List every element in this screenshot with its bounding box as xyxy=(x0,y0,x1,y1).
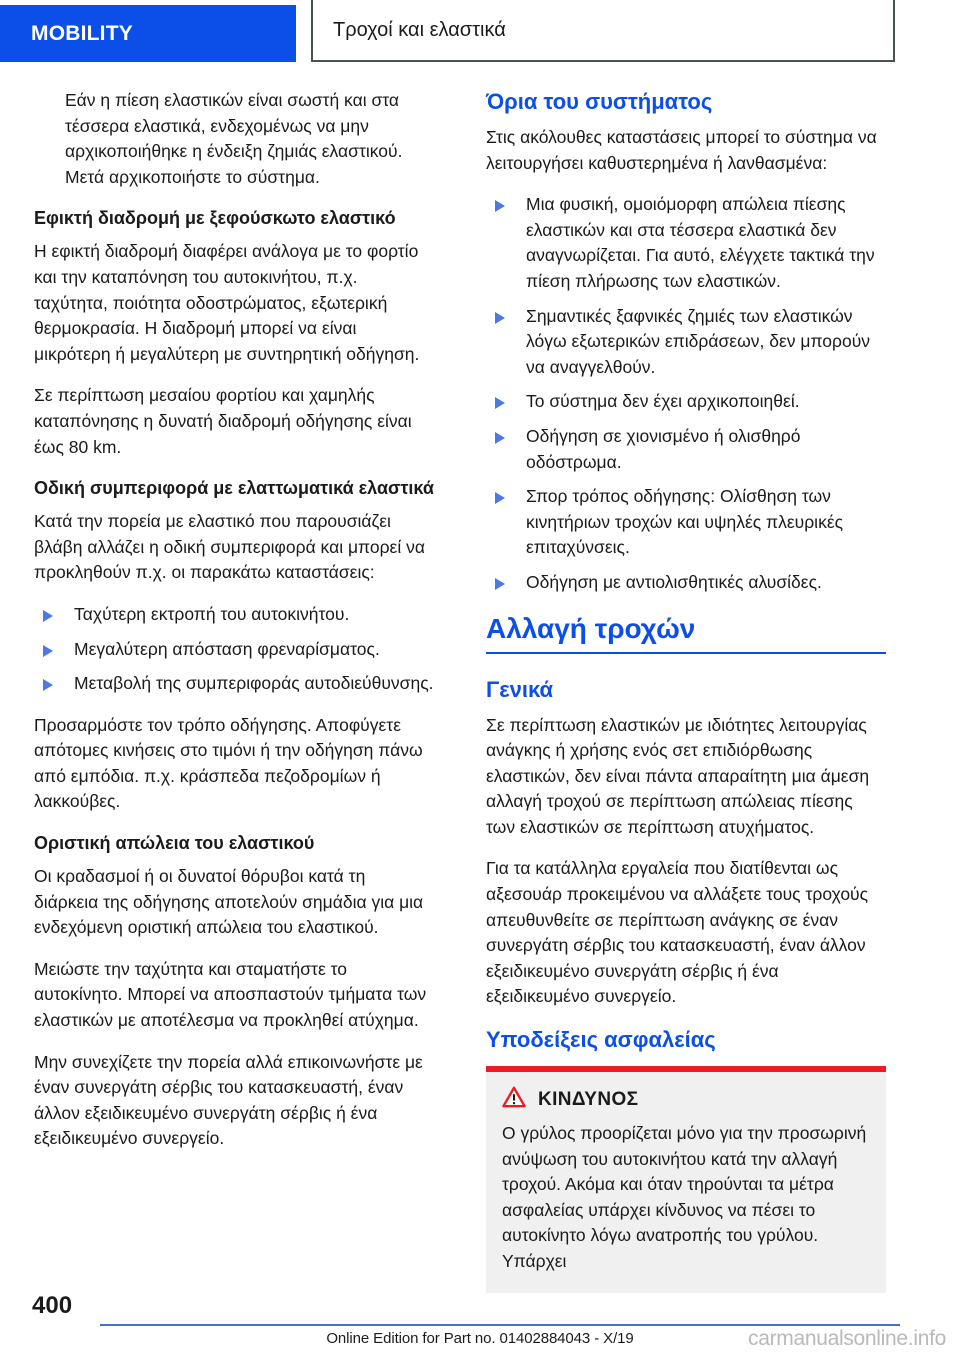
list-item xyxy=(486,389,886,415)
list-item-label: Μεταβολή της συμπεριφοράς αυτοδιεύθυνσης. xyxy=(74,673,434,694)
danger-warning-box xyxy=(486,1066,886,1293)
list-item xyxy=(34,602,434,628)
behaviour-bullet-list xyxy=(34,602,434,697)
list-item xyxy=(34,671,434,697)
list-item-label: Μια φυσική, ομοιόμορφη απώλεια πίεσης ελαστικών και στα τέσσερα ελαστικά δεν αναγνωρίζεται. Για αυτό, ελέγχετε τακτικά την πίεση πλήρωσης των ελαστικών. xyxy=(526,194,875,291)
limits-paragraph: Στις ακόλουθες καταστάσεις μπορεί το σύστημα να λειτουργήσει καθυστερημένα ή λανθασμένα: xyxy=(486,127,877,173)
warning-title: ΚΙΝΔΥΝΟΣ xyxy=(538,1089,639,1111)
triangle-bullet-icon xyxy=(43,679,53,691)
warning-header xyxy=(502,1086,870,1113)
page-footer xyxy=(0,1280,960,1362)
list-item-label: Ταχύτερη εκτροπή του αυτοκινήτου. xyxy=(74,603,350,624)
heading-general: Γενικά xyxy=(486,676,554,702)
list-item xyxy=(486,304,886,381)
triangle-bullet-icon xyxy=(495,432,505,444)
general-paragraph-2: Για τα κατάλληλα εργαλεία που διατίθενται ως αξεσουάρ προκειμένου να αλλάξετε τους τροχούς απευθυνθείτε σε περίπτωση ανάγκης σε έναν συνεργάτη σέρβις του κατασκευαστή, έναν άλλον εξειδικευμένο συνεργάτη σέρβις ή ένα εξειδικευμένο συνεργείο. xyxy=(486,858,869,1007)
list-item-label: Οδήγηση με αντιολισθητικές αλυσίδες. xyxy=(526,571,822,592)
heading-wheel-change: Αλλαγή τροχών xyxy=(486,612,886,654)
list-item xyxy=(486,570,886,596)
chapter-tab xyxy=(0,5,296,62)
heading-safety-notes: Υποδείξεις ασφαλείας xyxy=(486,1027,716,1053)
loss-paragraph-2: Μειώστε την ταχύτητα και σταματήστε το αυτοκίνητο. Μπορεί να αποσπαστούν τμήματα των ελαστικών με αποτέλεσμα να προκληθεί ατύχημα. xyxy=(34,958,427,1031)
range-paragraph-2: Σε περίπτωση μεσαίου φορτίου και χαμηλής καταπόνησης η δυνατή διαδρομή οδήγησης είναι έως 80 km. xyxy=(34,385,412,457)
list-item xyxy=(486,484,886,561)
heading-system-limits: Όρια του συστήματος xyxy=(486,89,713,114)
warning-triangle-icon xyxy=(502,1086,526,1113)
footer-edition-text: Online Edition for Part no. 01402884043 - X/19 xyxy=(326,1330,634,1347)
triangle-bullet-icon xyxy=(495,200,505,212)
triangle-bullet-icon xyxy=(495,397,505,409)
behaviour-advice-paragraph: Προσαρμόστε τον τρόπο οδήγησης. Αποφύγετε απότομες κινήσεις στο τιμόνι ή την οδήγηση πάνω από εμπόδια. π.χ. κράσπεδα πεζοδρομίων ή λακκούβες. xyxy=(34,714,423,812)
intro-paragraph: Εάν η πίεση ελαστικών είναι σωστή και στα τέσσερα ελαστικά, ενδεχομένως να μην αρχικοποιήθηκε η ένδειξη ζημιάς ελαστικού. Μετά αρχικοποιήστε το σύστημα. xyxy=(65,90,403,187)
triangle-bullet-icon xyxy=(43,610,53,622)
heading-achievable-range: Εφικτή διαδρομή με ξεφούσκωτο ελαστικό xyxy=(34,208,396,229)
list-item xyxy=(34,637,434,663)
warning-text: Ο γρύλος προορίζεται μόνο για την προσωρινή ανύψωση του αυτοκινήτου κατά την αλλαγή τροχού. Ακόμα και όταν τηρούνται τα μέτρα ασφαλείας υπάρχει κίνδυνος να πέσει το αυτοκίνητο λόγω ανατροπής του γρύλου. Υπάρχει xyxy=(502,1123,867,1271)
page-number: 400 xyxy=(32,1292,73,1319)
list-item xyxy=(486,424,886,475)
page-body xyxy=(0,62,960,1280)
loss-paragraph-1: Οι κραδασμοί ή οι δυνατοί θόρυβοι κατά τη διάρκεια της οδήγησης αποτελούν σημάδια για μια ενδεχόμενη οριστική απώλεια του ελαστικού. xyxy=(34,866,424,938)
footer-divider xyxy=(100,1324,900,1326)
loss-paragraph-3: Μην συνεχίζετε την πορεία αλλά επικοινωνήστε με έναν συνεργάτη σέρβις του κατασκευαστή, έναν άλλον εξειδικευμένο συνεργάτη σέρβις ή ένα εξειδικευμένο συνεργείο. xyxy=(34,1051,423,1149)
right-column xyxy=(486,88,886,1293)
list-item xyxy=(486,192,886,294)
triangle-bullet-icon xyxy=(495,578,505,590)
general-paragraph-1: Σε περίπτωση ελαστικών με ιδιότητες λειτουργίας ανάγκης ή χρήσης ενός σετ επιδιόρθωσης ελαστικών, δεν είναι πάντα απαραίτητη μια άμεση αλλαγή τροχού σε περίπτωση απώλειας πίεσης των ελαστικών σε περίπτωση ατυχήματος. xyxy=(486,714,870,837)
left-column xyxy=(34,88,434,1168)
list-item-label: Σπορ τρόπος οδήγησης: Ολίσθηση των κινητήριων τροχών και υψηλές πλευρικές επιταχύνσεις. xyxy=(526,486,844,558)
heading-total-tyre-loss: Οριστική απώλεια του ελαστικού xyxy=(34,833,315,854)
section-tab xyxy=(311,0,895,62)
behaviour-paragraph: Κατά την πορεία με ελαστικό που παρουσιάζει βλάβη αλλάζει η οδική συμπεριφορά και μπορεί να προκληθούν π.χ. οι παρακάτω καταστάσεις: xyxy=(34,511,425,583)
list-item-label: Οδήγηση σε χιονισμένο ή ολισθηρό οδόστρωμα. xyxy=(526,425,801,472)
list-item-label: Μεγαλύτερη απόσταση φρεναρίσματος. xyxy=(74,638,380,659)
limits-bullet-list xyxy=(486,192,886,595)
range-paragraph-1: Η εφικτή διαδρομή διαφέρει ανάλογα με το φορτίο και την καταπόνηση του αυτοκινήτου, π.χ. ταχύτητα, ποιότητα οδοστρώματος, εξωτερική θερμοκρασία. Η διαδρομή μπορεί να είναι μικρότερη ή μεγαλύτερη με συντηρητική οδήγηση. xyxy=(34,241,420,364)
list-item-label: Σημαντικές ξαφνικές ζημιές των ελαστικών λόγω εξωτερικών επιδράσεων, δεν μπορούν να αναγγελθούν. xyxy=(526,305,871,377)
section-label: Τροχοί και ελαστικά xyxy=(333,19,506,41)
triangle-bullet-icon xyxy=(43,645,53,657)
heading-road-behaviour: Οδική συμπεριφορά με ελαττωματικά ελαστικά xyxy=(34,478,434,499)
page-header xyxy=(0,0,960,62)
list-item-label: Το σύστημα δεν έχει αρχικοποιηθεί. xyxy=(526,391,800,412)
triangle-bullet-icon xyxy=(495,492,505,504)
footer-watermark: carmanualsonline.info xyxy=(748,1327,946,1350)
chapter-label: MOBILITY xyxy=(31,22,133,45)
triangle-bullet-icon xyxy=(495,312,505,324)
